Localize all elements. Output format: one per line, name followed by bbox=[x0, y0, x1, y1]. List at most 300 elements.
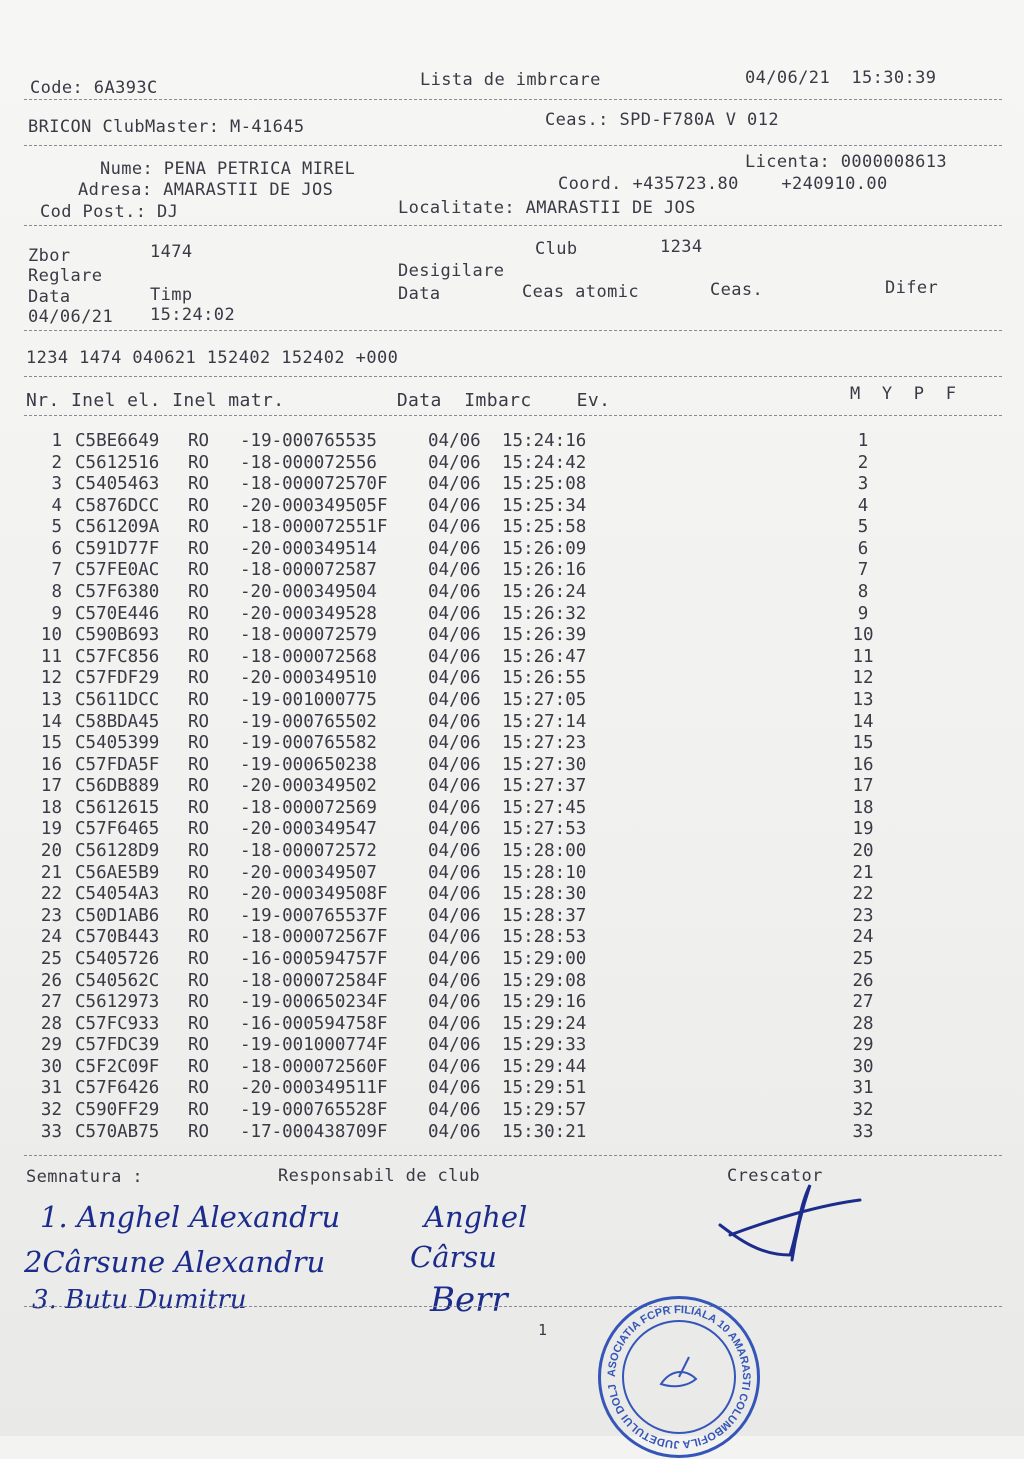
ring-number: -20-000349510 bbox=[240, 668, 377, 689]
row-number: 18 bbox=[40, 797, 62, 818]
basket-date: 04/06 bbox=[428, 646, 481, 667]
m-column-value: 9 bbox=[857, 603, 869, 624]
m-column-value: 24 bbox=[852, 927, 874, 948]
m-column-value: 23 bbox=[852, 905, 874, 926]
row-number: 4 bbox=[51, 495, 62, 516]
table-row bbox=[0, 798, 1024, 819]
table-row bbox=[0, 453, 1024, 474]
country-code: RO bbox=[188, 1035, 210, 1056]
basket-time: 15:28:30 bbox=[502, 884, 587, 905]
country-code: RO bbox=[188, 474, 210, 495]
country-code: RO bbox=[188, 733, 210, 754]
row-number: 27 bbox=[40, 992, 62, 1013]
m-column-value: 20 bbox=[852, 841, 874, 862]
electronic-ring: C54054A3 bbox=[75, 884, 160, 905]
signature-label: Semnatura : bbox=[26, 1167, 143, 1187]
row-number: 5 bbox=[51, 517, 62, 538]
m-column-value: 13 bbox=[852, 689, 874, 710]
m-column-value: 27 bbox=[852, 992, 874, 1013]
m-column-value: 18 bbox=[852, 797, 874, 818]
club-label: Club bbox=[535, 239, 578, 259]
row-number: 23 bbox=[40, 905, 62, 926]
ring-number: -19-000650238 bbox=[240, 754, 377, 775]
table-row bbox=[0, 712, 1024, 733]
ring-number: -19-001000774F bbox=[240, 1035, 388, 1056]
divider bbox=[24, 330, 1002, 331]
country-code: RO bbox=[188, 452, 210, 473]
table-row bbox=[0, 517, 1024, 538]
table-row bbox=[0, 496, 1024, 517]
basket-date: 04/06 bbox=[428, 970, 481, 991]
clock-label: Ceas.: SPD-F780A V 012 bbox=[545, 110, 779, 130]
row-number: 1 bbox=[51, 431, 62, 451]
ring-number: -18-000072584F bbox=[240, 970, 388, 991]
electronic-ring: C590FF29 bbox=[75, 1099, 160, 1120]
signature-mark-2: Cârsu bbox=[410, 1240, 497, 1274]
country-code: RO bbox=[188, 1121, 210, 1142]
electronic-ring: C5BE6649 bbox=[75, 431, 160, 451]
basket-time: 15:27:37 bbox=[502, 776, 587, 797]
basket-date: 04/06 bbox=[428, 582, 481, 603]
table-row bbox=[0, 431, 1024, 452]
basket-time: 15:27:45 bbox=[502, 797, 587, 818]
ring-number: -18-000072551F bbox=[240, 517, 388, 538]
electronic-ring: C5405463 bbox=[75, 474, 160, 495]
country-code: RO bbox=[188, 495, 210, 516]
country-code: RO bbox=[188, 927, 210, 948]
flight-time: 15:24:02 bbox=[150, 305, 236, 325]
country-code: RO bbox=[188, 711, 210, 732]
table-row bbox=[0, 647, 1024, 668]
column-headers: Nr. Inel el. Inel matr. Data Imbarc Ev. bbox=[26, 390, 611, 411]
basket-date: 04/06 bbox=[428, 841, 481, 862]
ring-number: -18-000072569 bbox=[240, 797, 377, 818]
m-column-value: 6 bbox=[857, 538, 869, 559]
divider bbox=[24, 1155, 1002, 1156]
basket-time: 15:27:05 bbox=[502, 689, 587, 710]
electronic-ring: C57FDA5F bbox=[75, 754, 160, 775]
owner-address: Adresa: AMARASTII DE JOS bbox=[78, 180, 334, 200]
basket-time: 15:27:53 bbox=[502, 819, 587, 840]
basket-date: 04/06 bbox=[428, 452, 481, 473]
basket-time: 15:29:24 bbox=[502, 1013, 587, 1034]
m-column-value: 16 bbox=[852, 754, 874, 775]
electronic-ring: C56128D9 bbox=[75, 841, 160, 862]
m-column-value: 5 bbox=[857, 517, 869, 538]
electronic-ring: C57FDC39 bbox=[75, 1035, 160, 1056]
country-code: RO bbox=[188, 992, 210, 1013]
ring-number: -18-000072560F bbox=[240, 1056, 388, 1077]
atomic-clock-label: Ceas atomic bbox=[522, 282, 639, 302]
basket-time: 15:26:55 bbox=[502, 668, 587, 689]
basket-date: 04/06 bbox=[428, 689, 481, 710]
ring-number: -19-000765502 bbox=[240, 711, 377, 732]
electronic-ring: C540562C bbox=[75, 970, 160, 991]
table-row bbox=[0, 1100, 1024, 1121]
basket-time: 15:29:44 bbox=[502, 1056, 587, 1077]
ring-number: -19-000650234F bbox=[240, 992, 388, 1013]
electronic-ring: C5F2C09F bbox=[75, 1056, 160, 1077]
data-label-2: Data bbox=[398, 284, 441, 304]
electronic-ring: C561209A bbox=[75, 517, 160, 538]
table-row bbox=[0, 582, 1024, 603]
table-row bbox=[0, 539, 1024, 560]
country-code: RO bbox=[188, 797, 210, 818]
electronic-ring: C5405399 bbox=[75, 733, 160, 754]
handwritten-name-2: 2Cârsune Alexandru bbox=[24, 1245, 326, 1279]
table-row bbox=[0, 1122, 1024, 1143]
signature-mark-1: Anghel bbox=[424, 1200, 528, 1234]
row-number: 24 bbox=[40, 927, 62, 948]
basket-date: 04/06 bbox=[428, 431, 481, 451]
m-column-value: 31 bbox=[852, 1078, 874, 1099]
breeder-label: Crescator bbox=[727, 1166, 823, 1186]
basket-date: 04/06 bbox=[428, 668, 481, 689]
locality: Localitate: AMARASTII DE JOS bbox=[398, 198, 696, 218]
m-column-value: 30 bbox=[852, 1056, 874, 1077]
row-number: 3 bbox=[51, 474, 62, 495]
divider bbox=[24, 1306, 1002, 1307]
row-number: 33 bbox=[40, 1121, 62, 1142]
country-code: RO bbox=[188, 431, 210, 451]
basket-date: 04/06 bbox=[428, 797, 481, 818]
electronic-ring: C57F6426 bbox=[75, 1078, 160, 1099]
row-number: 22 bbox=[40, 884, 62, 905]
basket-time: 15:29:57 bbox=[502, 1099, 587, 1120]
handwritten-name-1: 1. Anghel Alexandru bbox=[40, 1200, 341, 1234]
page-number: 1 bbox=[538, 1321, 548, 1339]
table-row bbox=[0, 1014, 1024, 1035]
divider bbox=[24, 225, 1002, 226]
basket-date: 04/06 bbox=[428, 1099, 481, 1120]
table-row bbox=[0, 884, 1024, 905]
country-code: RO bbox=[188, 668, 210, 689]
row-number: 13 bbox=[40, 689, 62, 710]
basket-date: 04/06 bbox=[428, 517, 481, 538]
basket-date: 04/06 bbox=[428, 1121, 481, 1142]
electronic-ring: C5612973 bbox=[75, 992, 160, 1013]
row-number: 10 bbox=[40, 625, 62, 646]
clubmaster-label: BRICON ClubMaster: M-41645 bbox=[28, 117, 305, 137]
clock-label-2: Ceas. bbox=[710, 280, 764, 300]
m-column-value: 32 bbox=[852, 1099, 874, 1120]
table-row bbox=[0, 841, 1024, 862]
row-number: 32 bbox=[40, 1099, 62, 1120]
table-row bbox=[0, 604, 1024, 625]
row-number: 30 bbox=[40, 1056, 62, 1077]
data-label: Data bbox=[28, 287, 71, 307]
flight-value: 1474 bbox=[150, 242, 193, 262]
table-row bbox=[0, 971, 1024, 992]
electronic-ring: C5405726 bbox=[75, 948, 160, 969]
ring-number: -18-000072572 bbox=[240, 841, 377, 862]
signature-mark-3: Berr bbox=[430, 1280, 508, 1320]
table-row bbox=[0, 690, 1024, 711]
country-code: RO bbox=[188, 905, 210, 926]
stamp-graphic bbox=[601, 1299, 757, 1455]
basket-date: 04/06 bbox=[428, 1056, 481, 1077]
country-code: RO bbox=[188, 582, 210, 603]
country-code: RO bbox=[188, 754, 210, 775]
ring-number: -20-000349507 bbox=[240, 862, 377, 883]
ring-number: -18-000072568 bbox=[240, 646, 377, 667]
electronic-ring: C5612615 bbox=[75, 797, 160, 818]
basket-date: 04/06 bbox=[428, 927, 481, 948]
ring-number: -19-000765537F bbox=[240, 905, 388, 926]
electronic-ring: C56DB889 bbox=[75, 776, 160, 797]
basket-date: 04/06 bbox=[428, 992, 481, 1013]
basket-date: 04/06 bbox=[428, 711, 481, 732]
basket-date: 04/06 bbox=[428, 776, 481, 797]
country-code: RO bbox=[188, 776, 210, 797]
electronic-ring: C57FC856 bbox=[75, 646, 160, 667]
m-column-value: 19 bbox=[852, 819, 874, 840]
table-row bbox=[0, 733, 1024, 754]
electronic-ring: C570B443 bbox=[75, 927, 160, 948]
ring-number: -20-000349514 bbox=[240, 538, 377, 559]
m-column-value: 21 bbox=[852, 862, 874, 883]
basket-time: 15:26:16 bbox=[502, 560, 587, 581]
basket-date: 04/06 bbox=[428, 862, 481, 883]
m-column-value: 22 bbox=[852, 884, 874, 905]
basket-time: 15:25:08 bbox=[502, 474, 587, 495]
m-column-value: 12 bbox=[852, 668, 874, 689]
basket-time: 15:24:42 bbox=[502, 452, 587, 473]
handwritten-name-3: 3. Butu Dumitru bbox=[32, 1285, 247, 1315]
m-column-value: 14 bbox=[852, 711, 874, 732]
column-headers-right: M Y P F bbox=[850, 384, 957, 404]
table-row bbox=[0, 1035, 1024, 1056]
m-column-value: 2 bbox=[857, 452, 869, 473]
ring-number: -20-000349511F bbox=[240, 1078, 388, 1099]
divider bbox=[24, 99, 1002, 100]
table-row bbox=[0, 755, 1024, 776]
table-row bbox=[0, 560, 1024, 581]
ring-number: -18-000072587 bbox=[240, 560, 377, 581]
basket-time: 15:30:21 bbox=[502, 1121, 587, 1142]
row-number: 11 bbox=[40, 646, 62, 667]
table-row bbox=[0, 906, 1024, 927]
row-number: 16 bbox=[40, 754, 62, 775]
row-number: 20 bbox=[40, 841, 62, 862]
basket-time: 15:27:30 bbox=[502, 754, 587, 775]
country-code: RO bbox=[188, 1099, 210, 1120]
document-title: Lista de imbrcare bbox=[420, 70, 601, 90]
basket-time: 15:29:16 bbox=[502, 992, 587, 1013]
row-number: 28 bbox=[40, 1013, 62, 1034]
m-column-value: 11 bbox=[852, 646, 874, 667]
m-column-value: 15 bbox=[852, 733, 874, 754]
m-column-value: 29 bbox=[852, 1035, 874, 1056]
country-code: RO bbox=[188, 603, 210, 624]
basket-time: 15:27:23 bbox=[502, 733, 587, 754]
basket-time: 15:26:47 bbox=[502, 646, 587, 667]
m-column-value: 28 bbox=[852, 1013, 874, 1034]
basket-time: 15:26:24 bbox=[502, 582, 587, 603]
divider bbox=[24, 415, 1002, 416]
table-row bbox=[0, 474, 1024, 495]
breeder-signature bbox=[700, 1180, 870, 1270]
basket-date: 04/06 bbox=[428, 1035, 481, 1056]
row-number: 31 bbox=[40, 1078, 62, 1099]
row-number: 25 bbox=[40, 948, 62, 969]
ring-number: -20-000349505F bbox=[240, 495, 388, 516]
stamp-text: ASOCIATIA FCPR FILIALA 10 AMARASTI COLUMBOFILA JUDETULUI DOLJ bbox=[605, 1303, 753, 1451]
ring-number: -19-000765582 bbox=[240, 733, 377, 754]
flight-summary: 1234 1474 040621 152402 152402 +000 bbox=[26, 348, 399, 368]
table-row bbox=[0, 927, 1024, 948]
country-code: RO bbox=[188, 841, 210, 862]
basket-date: 04/06 bbox=[428, 733, 481, 754]
coordinates: Coord. +435723.80 +240910.00 bbox=[558, 174, 888, 194]
country-code: RO bbox=[188, 948, 210, 969]
country-code: RO bbox=[188, 1056, 210, 1077]
country-code: RO bbox=[188, 819, 210, 840]
table-row bbox=[0, 949, 1024, 970]
electronic-ring: C570E446 bbox=[75, 603, 160, 624]
electronic-ring: C5612516 bbox=[75, 452, 160, 473]
table-row bbox=[0, 1057, 1024, 1078]
reglare-label: Reglare bbox=[28, 266, 103, 286]
electronic-ring: C58BDA45 bbox=[75, 711, 160, 732]
m-column-value: 25 bbox=[852, 948, 874, 969]
m-column-value: 8 bbox=[857, 582, 869, 603]
code-label: Code: 6A393C bbox=[30, 78, 158, 98]
row-number: 6 bbox=[51, 538, 62, 559]
basket-time: 15:26:09 bbox=[502, 538, 587, 559]
row-number: 19 bbox=[40, 819, 62, 840]
country-code: RO bbox=[188, 862, 210, 883]
row-number: 17 bbox=[40, 776, 62, 797]
electronic-ring: C56AE5B9 bbox=[75, 862, 160, 883]
table-row bbox=[0, 625, 1024, 646]
owner-name: Nume: PENA PETRICA MIREL bbox=[100, 159, 356, 179]
ring-number: -18-000072567F bbox=[240, 927, 388, 948]
ring-number: -19-000765528F bbox=[240, 1099, 388, 1120]
electronic-ring: C57F6465 bbox=[75, 819, 160, 840]
m-column-value: 17 bbox=[852, 776, 874, 797]
divider bbox=[24, 145, 1002, 146]
ring-number: -16-000594757F bbox=[240, 948, 388, 969]
club-value: 1234 bbox=[660, 237, 703, 257]
ring-number: -19-001000775 bbox=[240, 689, 377, 710]
table-row bbox=[0, 668, 1024, 689]
country-code: RO bbox=[188, 884, 210, 905]
electronic-ring: C57FC933 bbox=[75, 1013, 160, 1034]
club-responsible-label: Responsabil de club bbox=[278, 1166, 481, 1186]
basket-time: 15:29:51 bbox=[502, 1078, 587, 1099]
ring-number: -20-000349508F bbox=[240, 884, 388, 905]
m-column-value: 7 bbox=[857, 560, 869, 581]
table-row bbox=[0, 776, 1024, 797]
svg-text:ASOCIATIA FCPR FILIALA 10 AMAR bbox=[606, 1304, 752, 1450]
country-code: RO bbox=[188, 689, 210, 710]
ring-number: -17-000438709F bbox=[240, 1121, 388, 1142]
divider bbox=[24, 376, 1002, 377]
basket-time: 15:26:39 bbox=[502, 625, 587, 646]
association-stamp bbox=[598, 1296, 760, 1458]
basket-date: 04/06 bbox=[428, 603, 481, 624]
row-number: 9 bbox=[51, 603, 62, 624]
basket-time: 15:28:10 bbox=[502, 862, 587, 883]
print-datetime: 04/06/21 15:30:39 bbox=[745, 68, 937, 88]
row-number: 29 bbox=[40, 1035, 62, 1056]
row-number: 21 bbox=[40, 862, 62, 883]
m-column-value: 4 bbox=[857, 495, 869, 516]
country-code: RO bbox=[188, 970, 210, 991]
basket-date: 04/06 bbox=[428, 560, 481, 581]
electronic-ring: C591D77F bbox=[75, 538, 160, 559]
country-code: RO bbox=[188, 517, 210, 538]
country-code: RO bbox=[188, 646, 210, 667]
basket-date: 04/06 bbox=[428, 474, 481, 495]
basket-date: 04/06 bbox=[428, 948, 481, 969]
basket-time: 15:29:00 bbox=[502, 948, 587, 969]
row-number: 7 bbox=[51, 560, 62, 581]
country-code: RO bbox=[188, 1013, 210, 1034]
ring-number: -20-000349504 bbox=[240, 582, 377, 603]
basket-date: 04/06 bbox=[428, 1013, 481, 1034]
basket-time: 15:25:58 bbox=[502, 517, 587, 538]
basket-time: 15:24:16 bbox=[502, 431, 587, 451]
basket-date: 04/06 bbox=[428, 625, 481, 646]
ring-number: -18-000072570F bbox=[240, 474, 388, 495]
basket-time: 15:25:34 bbox=[502, 495, 587, 516]
electronic-ring: C50D1AB6 bbox=[75, 905, 160, 926]
m-column-value: 26 bbox=[852, 970, 874, 991]
row-number: 2 bbox=[51, 452, 62, 473]
license: Licenta: 0000008613 bbox=[745, 152, 948, 172]
table-row bbox=[0, 1078, 1024, 1099]
electronic-ring: C590B693 bbox=[75, 625, 160, 646]
basket-date: 04/06 bbox=[428, 538, 481, 559]
electronic-ring: C57F6380 bbox=[75, 582, 160, 603]
time-label: Timp bbox=[150, 285, 193, 305]
electronic-ring: C5611DCC bbox=[75, 689, 160, 710]
basket-time: 15:28:53 bbox=[502, 927, 587, 948]
row-number: 14 bbox=[40, 711, 62, 732]
basket-time: 15:27:14 bbox=[502, 711, 587, 732]
country-code: RO bbox=[188, 1078, 210, 1099]
row-number: 12 bbox=[40, 668, 62, 689]
difference-label: Difer bbox=[885, 278, 939, 298]
m-column-value: 33 bbox=[852, 1121, 874, 1142]
ring-number: -20-000349547 bbox=[240, 819, 377, 840]
electronic-ring: C57FDF29 bbox=[75, 668, 160, 689]
basket-date: 04/06 bbox=[428, 884, 481, 905]
table-row bbox=[0, 819, 1024, 840]
electronic-ring: C57FE0AC bbox=[75, 560, 160, 581]
flight-date: 04/06/21 bbox=[28, 307, 114, 327]
ring-number: -16-000594758F bbox=[240, 1013, 388, 1034]
ring-number: -20-000349502 bbox=[240, 776, 377, 797]
basket-date: 04/06 bbox=[428, 754, 481, 775]
m-column-value: 1 bbox=[857, 431, 869, 451]
table-row bbox=[0, 863, 1024, 884]
country-code: RO bbox=[188, 625, 210, 646]
basket-time: 15:26:32 bbox=[502, 603, 587, 624]
row-number: 15 bbox=[40, 733, 62, 754]
postal-code: Cod Post.: DJ bbox=[40, 202, 179, 222]
ring-number: -18-000072556 bbox=[240, 452, 377, 473]
m-column-value: 3 bbox=[857, 474, 869, 495]
basket-time: 15:28:37 bbox=[502, 905, 587, 926]
row-number: 8 bbox=[51, 582, 62, 603]
table-row bbox=[0, 992, 1024, 1013]
basket-date: 04/06 bbox=[428, 1078, 481, 1099]
country-code: RO bbox=[188, 560, 210, 581]
basket-time: 15:29:33 bbox=[502, 1035, 587, 1056]
